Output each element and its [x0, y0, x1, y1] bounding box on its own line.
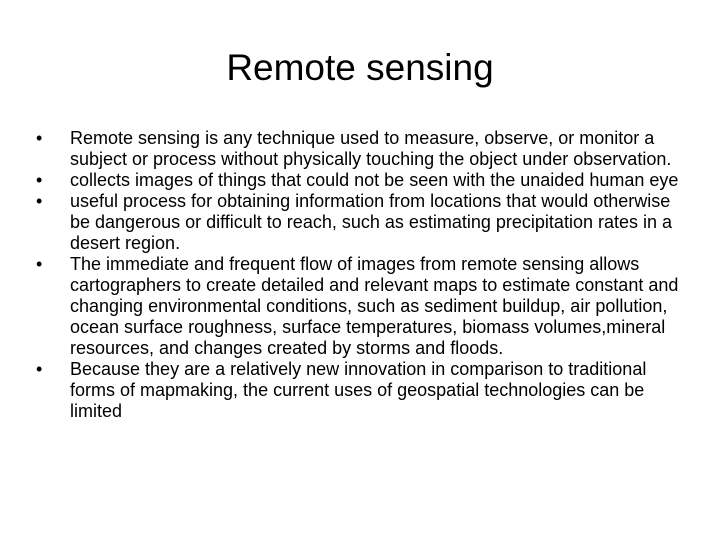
bullet-list	[36, 128, 692, 422]
bullet-text: Remote sensing is any technique used to measure, observe, or monitor a subject or process without physically touching the object under observation.	[70, 128, 672, 169]
bullet-item	[36, 128, 692, 170]
bullet-text: The immediate and frequent flow of images from remote sensing allows cartographers to create detailed and relevant maps to estimate constant and changing environmental conditions, such as sediment buildup, air pollution, ocean surface roughness, surface temperatures, biomass volumes,mineral resources, and changes created by storms and floods.	[70, 254, 679, 358]
bullet-item	[36, 170, 692, 191]
bullet-text: Because they are a relatively new innovation in comparison to traditional forms of mapmaking, the current uses of geospatial technologies can be limited	[70, 359, 647, 421]
bullet-icon: •	[36, 359, 43, 379]
bullet-icon: •	[36, 170, 43, 190]
bullet-icon: •	[36, 254, 43, 274]
bullet-text: useful process for obtaining information from locations that would otherwise be dangerous or difficult to reach, such as estimating precipitation rates in a desert region.	[70, 191, 673, 253]
slide-title: Remote sensing	[226, 47, 494, 88]
bullet-icon: •	[36, 191, 43, 211]
bullet-item	[36, 254, 692, 359]
bullet-item	[36, 191, 692, 254]
bullet-item	[36, 359, 692, 422]
bullet-icon: •	[36, 128, 43, 148]
bullet-text: collects images of things that could not be seen with the unaided human eye	[70, 170, 679, 190]
